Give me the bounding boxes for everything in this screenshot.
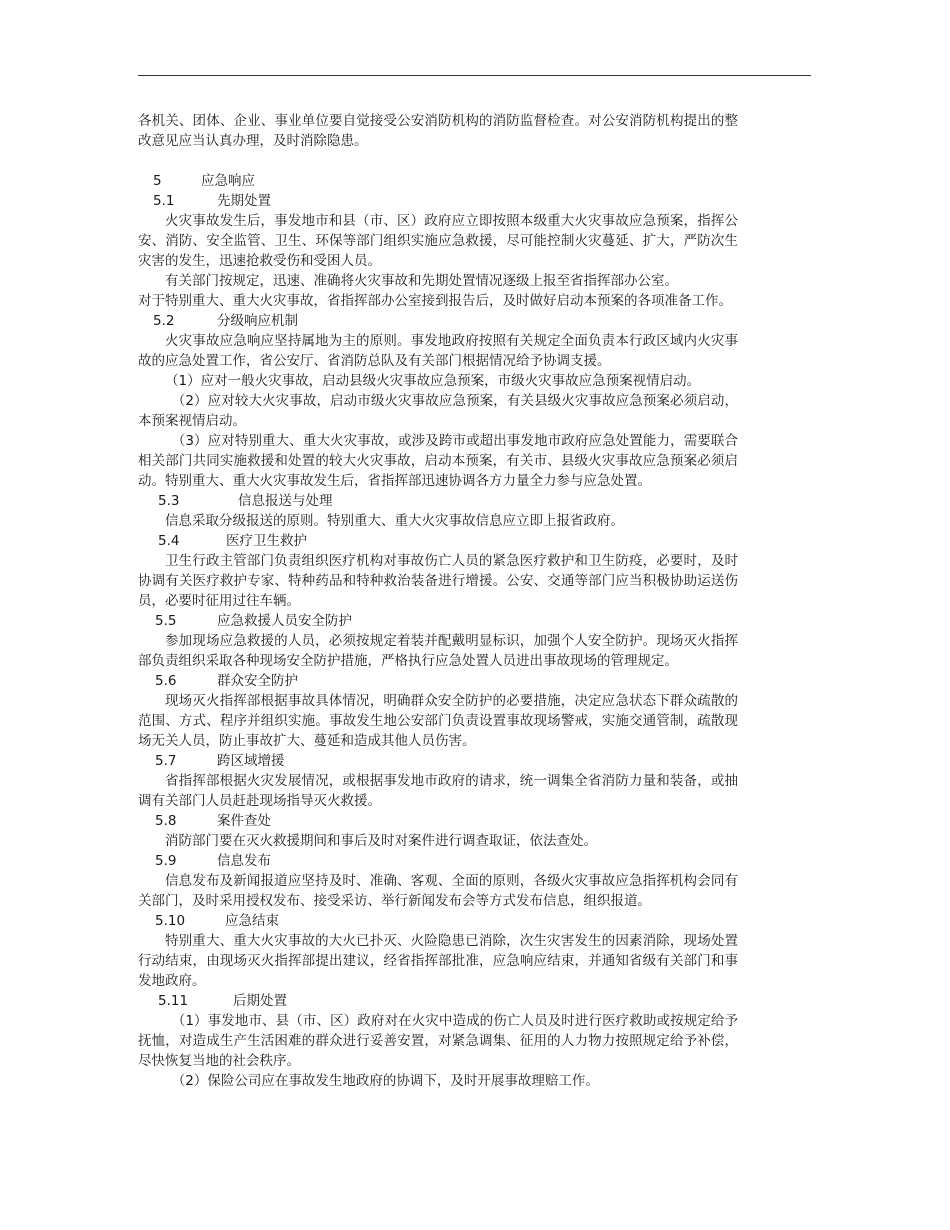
section-5-9-heading xyxy=(138,851,738,871)
section-title: 应急结束 xyxy=(225,913,279,929)
section-number: 5.1 xyxy=(153,193,175,209)
section-title: 应急救援人员安全防护 xyxy=(217,613,352,629)
list-item: （2）应对较大火灾事故，启动市级火灾事故应急预案，有关县级火灾事故应急预案必须启动，本预案视情启动。 xyxy=(138,393,738,429)
section-number: 5.9 xyxy=(155,853,177,869)
list-item: （3）应对特别重大、重大火灾事故，或涉及跨市或超出事发地市政府应急处置能力，需要联合相关部门共同实施救援和处置的较大火灾事故，启动本预案，有关市、县级火灾事故应急预案必须启动。特别重大、重大火灾事故发生后，省指挥部迅速协调各方力量全力参与应急处置。 xyxy=(138,433,738,489)
section-5-10-heading xyxy=(138,911,738,931)
section-title: 信息发布 xyxy=(217,853,271,869)
header-rule xyxy=(138,75,811,76)
paragraph: 特别重大、重大火灾事故的大火已扑灭、火险隐患已消除，次生灾害发生的因素消除，现场处置行动结束，由现场灭火指挥部提出建议，经省指挥部批准，应急响应结束，并通知省级有关部门和事发地政府。 xyxy=(138,933,738,989)
section-5-2-heading xyxy=(138,311,738,331)
section-title: 信息报送与处理 xyxy=(238,493,333,509)
paragraph: 信息发布及新闻报道应坚持及时、准确、客观、全面的原则，各级火灾事故应急指挥机构会同有关部门，及时采用授权发布、接受采访、举行新闻发布会等方式发布信息，组织报道。 xyxy=(138,873,738,909)
list-item: （1）事发地市、县（市、区）政府对在火灾中造成的伤亡人员及时进行医疗救助或按规定给予抚恤，对造成生产生活困难的群众进行妥善安置，对紧急调集、征用的人力物力按照规定给予补偿，尽快恢复当地的社会秩序。 xyxy=(138,1013,738,1069)
section-number: 5.11 xyxy=(158,993,189,1009)
section-title: 后期处置 xyxy=(233,993,287,1009)
list-item: （2）保险公司应在事故发生地政府的协调下，及时开展事故理赔工作。 xyxy=(171,1073,599,1089)
section-number: 5 xyxy=(153,173,162,189)
section-title: 分级响应机制 xyxy=(217,313,298,329)
section-number: 5.2 xyxy=(153,313,175,329)
section-title: 医疗卫生救护 xyxy=(226,533,307,549)
document-body xyxy=(138,111,738,1091)
intro-paragraph: 各机关、团体、企业、事业单位要自觉接受公安消防机构的消防监督检查。对公安消防机构提出的整改意见应当认真办理，及时消除隐患。 xyxy=(138,113,738,149)
section-number: 5.10 xyxy=(155,913,186,929)
section-5-11-heading xyxy=(138,991,738,1011)
section-5-1-heading xyxy=(138,191,738,211)
paragraph: 火灾事故发生后，事发地市和县（市、区）政府应立即按照本级重大火灾事故应急预案，指挥公安、消防、安全监管、卫生、环保等部门组织实施应急救援，尽可能控制火灾蔓延、扩大，严防次生灾害的发生，迅速抢救受伤和受困人员。 xyxy=(138,213,738,269)
paragraph: 消防部门要在灭火救援期间和事后及时对案件进行调查取证，依法查处。 xyxy=(165,833,597,849)
paragraph: 对于特别重大、重大火灾事故，省指挥部办公室接到报告后，及时做好启动本预案的各项准备工作。 xyxy=(138,293,732,309)
list-item: （1）应对一般火灾事故，启动县级火灾事故应急预案，市级火灾事故应急预案视情启动。 xyxy=(165,373,701,389)
section-number: 5.8 xyxy=(155,813,177,829)
paragraph: 卫生行政主管部门负责组织医疗机构对事故伤亡人员的紧急医疗救护和卫生防疫，必要时，及时协调有关医疗救护专家、特种药品和特种救治装备进行增援。公安、交通等部门应当积极协助运送伤员，必要时征用过往车辆。 xyxy=(138,553,738,609)
section-title: 案件查处 xyxy=(217,813,271,829)
section-5-7-heading xyxy=(138,751,738,771)
section-5-5-heading xyxy=(138,611,738,631)
paragraph: 参加现场应急救援的人员，必须按规定着装并配戴明显标识，加强个人安全防护。现场灭火指挥部负责组织采取各种现场安全防护措施，严格执行应急处置人员进出事故现场的管理规定。 xyxy=(138,633,738,669)
paragraph: 有关部门按规定，迅速、准确将火灾事故和先期处置情况逐级上报至省指挥部办公室。 xyxy=(165,273,678,289)
section-5-4-heading xyxy=(138,531,738,551)
section-5-6-heading xyxy=(138,671,738,691)
section-5-heading xyxy=(138,171,738,191)
section-5-8-heading xyxy=(138,811,738,831)
section-title: 先期处置 xyxy=(217,193,271,209)
section-number: 5.4 xyxy=(158,533,180,549)
spacer xyxy=(138,151,738,171)
section-number: 5.7 xyxy=(155,753,177,769)
paragraph: 信息采取分级报送的原则。特别重大、重大火灾事故信息应立即上报省政府。 xyxy=(165,513,624,529)
section-number: 5.6 xyxy=(155,673,177,689)
paragraph: 省指挥部根据火灾发展情况，或根据事发地市政府的请求，统一调集全省消防力量和装备，或抽调有关部门人员赶赴现场指导灭火救援。 xyxy=(138,773,738,809)
section-number: 5.5 xyxy=(155,613,177,629)
section-title: 跨区域增援 xyxy=(217,753,285,769)
section-title: 群众安全防护 xyxy=(217,673,298,689)
section-number: 5.3 xyxy=(158,493,180,509)
paragraph: 现场灭火指挥部根据事故具体情况，明确群众安全防护的必要措施，决定应急状态下群众疏散的范围、方式、程序并组织实施。事故发生地公安部门负责设置事故现场警戒，实施交通管制，疏散现场无关人员，防止事故扩大、蔓延和造成其他人员伤害。 xyxy=(138,693,738,749)
section-5-3-heading xyxy=(138,491,738,511)
section-title: 应急响应 xyxy=(201,173,255,189)
paragraph: 火灾事故应急响应坚持属地为主的原则。事发地政府按照有关规定全面负责本行政区域内火灾事故的应急处置工作，省公安厅、省消防总队及有关部门根据情况给予协调支援。 xyxy=(138,333,738,369)
